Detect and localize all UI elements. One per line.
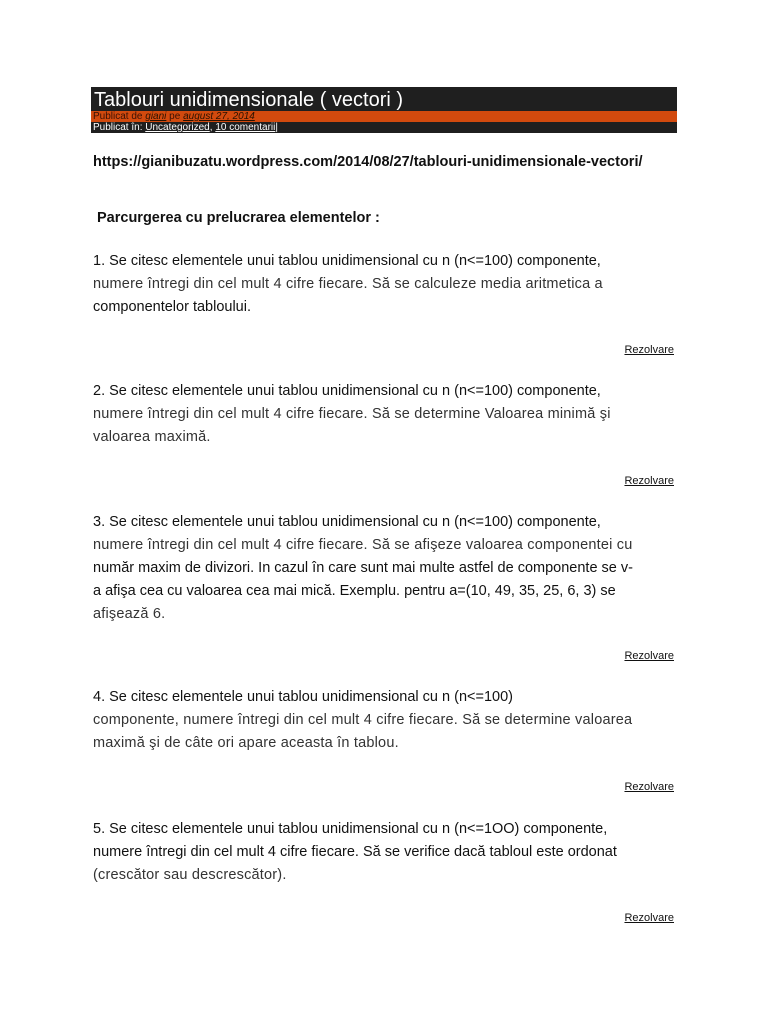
exercise-3: [93, 511, 683, 626]
exercise-4: [93, 686, 683, 755]
on-label: pe: [166, 111, 184, 122]
date-link[interactable]: august 27, 2014: [183, 111, 255, 122]
category-separator: ,: [209, 122, 216, 133]
exercise-line: numere întregi din cel mult 4 cifre fiecare. Să se afişeze valoarea componentei cu: [93, 537, 633, 553]
published-by-label: Publicat de: [93, 111, 146, 122]
exercise-line: componentelor tabloului.: [93, 299, 251, 315]
post-title: Tablouri unidimensionale ( vectori ): [94, 89, 404, 111]
exercise-line: (crescător sau descrescător).: [93, 867, 287, 883]
solution-link-5[interactable]: Rezolvare: [624, 912, 674, 924]
post-category-bar: Publicat în: Uncategorized, 10 comentarii|: [91, 122, 677, 133]
exercise-line: număr maxim de divizori. In cazul în care sunt mai multe astfel de componente se v-: [93, 560, 633, 576]
exercise-line: 2. Se citesc elementele unui tablou unidimensional cu n (n<=100) componente,: [93, 383, 601, 399]
exercise-line: valoarea maximă.: [93, 429, 211, 445]
exercise-line: numere întregi din cel mult 4 cifre fiecare. Să se calculeze media aritmetica a: [93, 276, 603, 292]
solution-link-3[interactable]: Rezolvare: [624, 650, 674, 662]
solution-link-1[interactable]: Rezolvare: [624, 344, 674, 356]
comments-link[interactable]: 10 comentarii: [215, 122, 276, 133]
exercise-2: [93, 380, 683, 449]
solution-link-2[interactable]: Rezolvare: [624, 475, 674, 487]
post-title-bar: [91, 87, 677, 111]
author-link[interactable]: giani: [145, 111, 167, 122]
category-link[interactable]: Uncategorized: [145, 122, 210, 133]
exercise-line: 3. Se citesc elementele unui tablou unidimensional cu n (n<=100) componente,: [93, 514, 601, 530]
exercise-line: componente, numere întregi din cel mult 4 cifre fiecare. Să se determine valoarea: [93, 712, 633, 728]
post-meta-bar: [91, 111, 677, 122]
exercise-line: numere întregi din cel mult 4 cifre fiecare. Să se determine Valoarea minimă şi: [93, 406, 611, 422]
exercise-line: 1. Se citesc elementele unui tablou unidimensional cu n (n<=100) componente,: [93, 253, 601, 269]
exercise-line: 5. Se citesc elementele unui tablou unidimensional cu n (n<=1OO) componente,: [93, 821, 608, 837]
section-heading: Parcurgerea cu prelucrarea elementelor :: [97, 210, 380, 226]
exercise-1: [93, 250, 683, 319]
exercise-line: 4. Se citesc elementele unui tablou unidimensional cu n (n<=100): [93, 689, 513, 705]
exercise-line: numere întregi din cel mult 4 cifre fiecare. Să se verifice dacă tabloul este ordonat: [93, 844, 617, 860]
category-label: Publicat în:: [93, 122, 146, 133]
exercise-5: [93, 818, 683, 887]
exercise-line: maximă şi de câte ori apare aceasta în tablou.: [93, 735, 399, 751]
exercise-line: a afişa cea cu valoarea cea mai mică. Exemplu. pentru a=(10, 49, 35, 25, 6, 3) se: [93, 583, 616, 599]
exercise-line: afişează 6.: [93, 606, 166, 622]
solution-link-4[interactable]: Rezolvare: [624, 781, 674, 793]
source-url: https://gianibuzatu.wordpress.com/2014/08/27/tablouri-unidimensionale-vectori/: [93, 154, 643, 170]
